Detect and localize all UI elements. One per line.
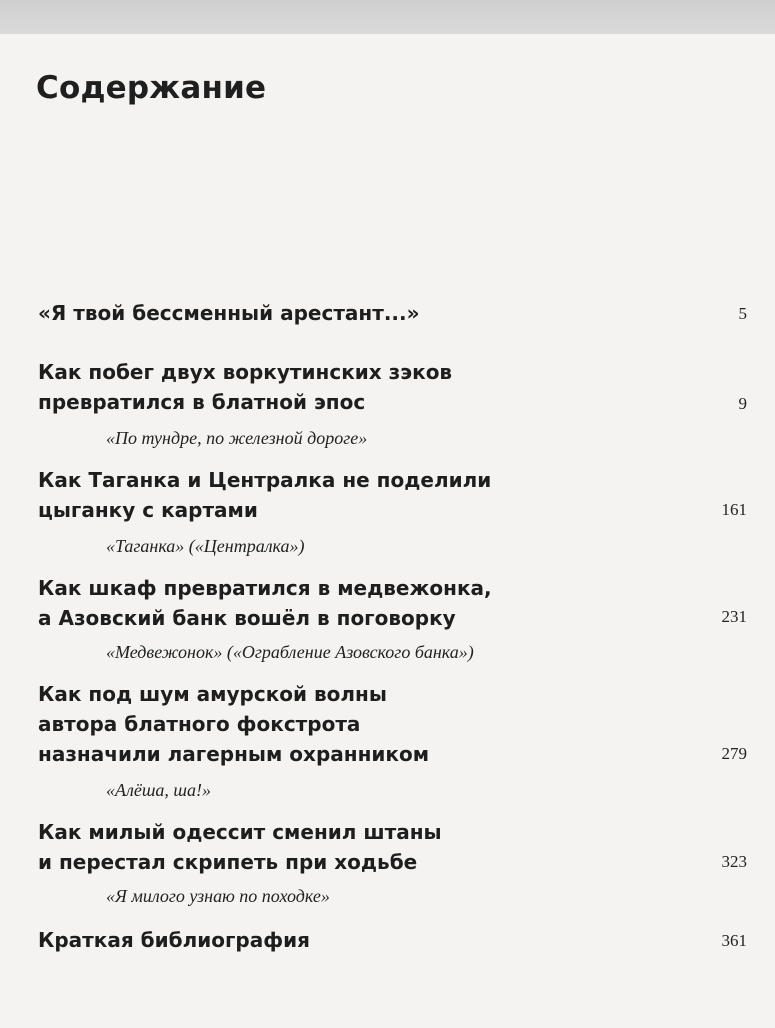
- toc-entry-subtitle: «Я милого узнаю по походке»: [106, 886, 330, 906]
- toc-entry-subtitle: «Медвежонок» («Ограбление Азовского банка»): [106, 642, 474, 662]
- toc-entry-title: Краткая библиография: [38, 928, 310, 952]
- toc-page-number: 9: [738, 394, 747, 413]
- toc-entry-subtitle: «Таганка» («Централка»): [106, 536, 305, 556]
- toc-page-number: 323: [721, 852, 747, 871]
- toc-entry-subtitle: «По тундре, по железной дороге»: [106, 428, 368, 448]
- page-shadow: [0, 0, 775, 34]
- toc-entry-title: Как под шум амурской волны автора блатного фокстрота назначили лагерным охранником: [38, 682, 430, 766]
- toc-page-number: 279: [721, 744, 747, 763]
- toc-entry-title: Как побег двух воркутинских зэков превратился в блатной эпос: [38, 360, 453, 414]
- toc-entry-title: Как милый одессит сменил штаны и перестал скрипеть при ходьбе: [38, 820, 442, 874]
- toc-entry-title: Как Таганка и Централка не поделили цыганку с картами: [38, 468, 492, 522]
- toc-page-number: 231: [721, 607, 747, 626]
- toc-page-number: 161: [721, 500, 747, 519]
- page-title: Содержание: [36, 70, 267, 106]
- book-page: [0, 34, 775, 1028]
- toc-entry-title: Как шкаф превратился в медвежонка, а Азовский банк вошёл в поговорку: [38, 576, 492, 630]
- toc-page-number: 361: [721, 931, 747, 950]
- toc-entry-subtitle: «Алёша, ша!»: [106, 780, 212, 800]
- toc-entry-title: «Я твой бессменный арестант...»: [38, 301, 420, 325]
- toc-page-number: 5: [738, 304, 747, 323]
